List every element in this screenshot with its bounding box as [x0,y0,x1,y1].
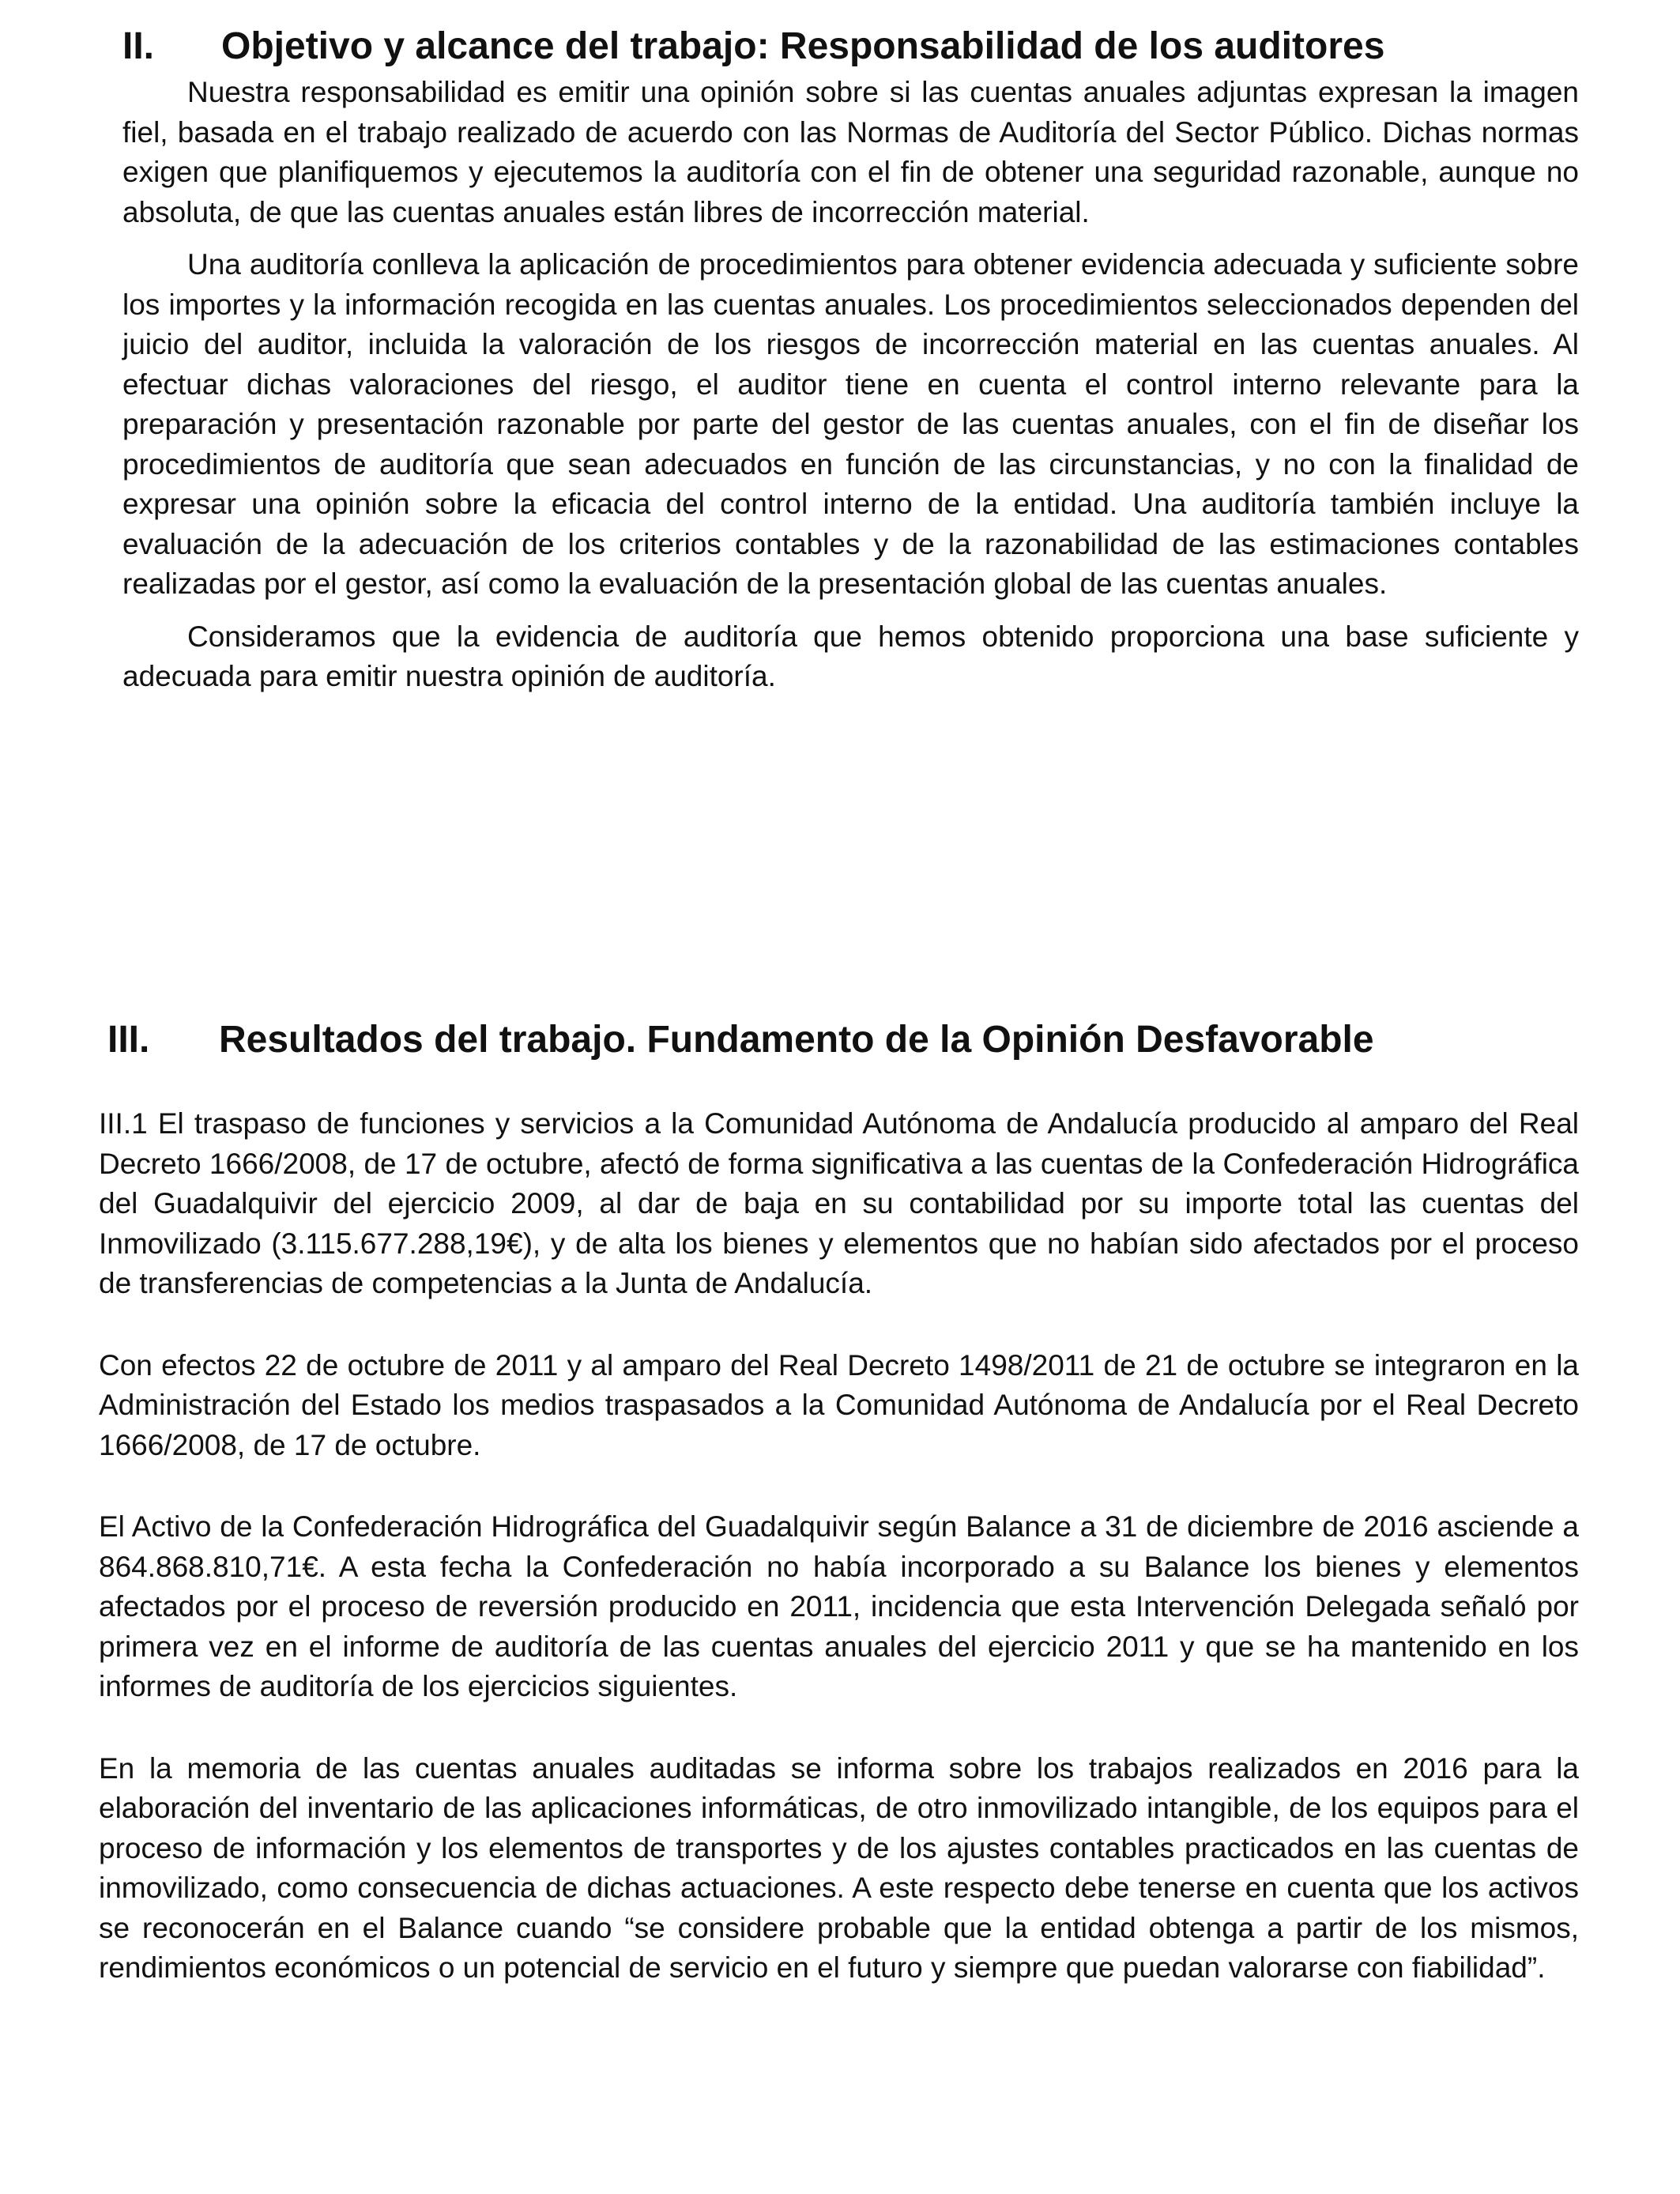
section-3-title: Resultados del trabajo. Fundamento de la Opinión Desfavorable [219,1019,1374,1061]
section-2-number: II. [122,25,155,67]
section-3-heading [107,1017,1374,1063]
paragraph: Con efectos 22 de octubre de 2011 y al amparo del Real Decreto 1498/2011 de 21 de octubre se integraron en la Administración del Estado los medios traspasados a la Comunidad Autónoma de Andalucía por el Real Decreto 1666/2008, de 17 de octubre. [99,1348,1579,1461]
section-3-body [99,1104,1579,1989]
section-2-heading [122,24,1385,70]
paragraph: El Activo de la Confederación Hidrográfica del Guadalquivir según Balance a 31 de diciembre de 2016 asciende a 864.868.810,71€. A esta fecha la Confederación no había incorporado a su Balance los bienes y elementos afectados por el proceso de reversión producido en 2011, incidencia que esta Intervención Delegada señaló por primera vez en el informe de auditoría de las cuentas anuales del ejercicio 2011 y que se ha mantenido en los informes de auditoría de los ejercicios siguientes. [99,1510,1579,1702]
paragraph: Nuestra responsabilidad es emitir una opinión sobre si las cuentas anuales adjuntas expresan la imagen fiel, basada en el trabajo realizado de acuerdo con las Normas de Auditoría del Sector Público. Dichas normas exigen que planifiquemos y ejecutemos la auditoría con el fin de obtener una seguridad razonable, aunque no absoluta, de que las cuentas anuales están libres de incorrección material. [122,76,1579,228]
paragraph: III.1 El traspaso de funciones y servicios a la Comunidad Autónoma de Andalucía producido al amparo del Real Decreto 1666/2008, de 17 de octubre, afectó de forma significativa a las cuentas de la Confederación Hidrográfica del Guadalquivir del ejercicio 2009, al dar de baja en su contabilidad por su importe total las cuentas del Inmovilizado (3.115.677.288,19€), y de alta los bienes y elementos que no habían sido afectados por el proceso de transferencias de competencias a la Junta de Andalucía. [99,1107,1579,1299]
section-2-title: Objetivo y alcance del trabajo: Responsabilidad de los auditores [221,25,1385,67]
section-3-number: III. [107,1019,150,1061]
paragraph: En la memoria de las cuentas anuales auditadas se informa sobre los trabajos realizados en 2016 para la elaboración del inventario de las aplicaciones informáticas, de otro inmovilizado intangible, de los equipos para el proceso de información y los elementos de transportes y de los ajustes contables practicados en las cuentas de inmovilizado, como consecuencia de dichas actuaciones. A este respecto debe tenerse en cuenta que los activos se reconocerán en el Balance cuando “se considere probable que la entidad obtenga a partir de los mismos, rendimientos económicos o un potencial de servicio en el futuro y siempre que puedan valorarse con fiabilidad”. [99,1751,1579,1984]
paragraph: Una auditoría conlleva la aplicación de procedimientos para obtener evidencia adecuada y suficiente sobre los importes y la información recogida en las cuentas anuales. Los procedimientos seleccionados dependen del juicio del auditor, incluida la valoración de los riesgos de incorrección material en las cuentas anuales. Al efectuar dichas valoraciones del riesgo, el auditor tiene en cuenta el control interno relevante para la preparación y presentación razonable por parte del gestor de las cuentas anuales, con el fin de diseñar los procedimientos de auditoría que sean adecuados en función de las circunstancias, y no con la finalidad de expresar una opinión sobre la eficacia del control interno de la entidad. Una auditoría también incluye la evaluación de la adecuación de los criterios contables y de la razonabilidad de las estimaciones contables realizadas por el gestor, así como la evaluación de la presentación global de las cuentas anuales. [122,248,1579,600]
paragraph: Consideramos que la evidencia de auditoría que hemos obtenido proporciona una base suficiente y adecuada para emitir nuestra opinión de auditoría. [122,620,1579,692]
section-2-body [122,73,1579,697]
